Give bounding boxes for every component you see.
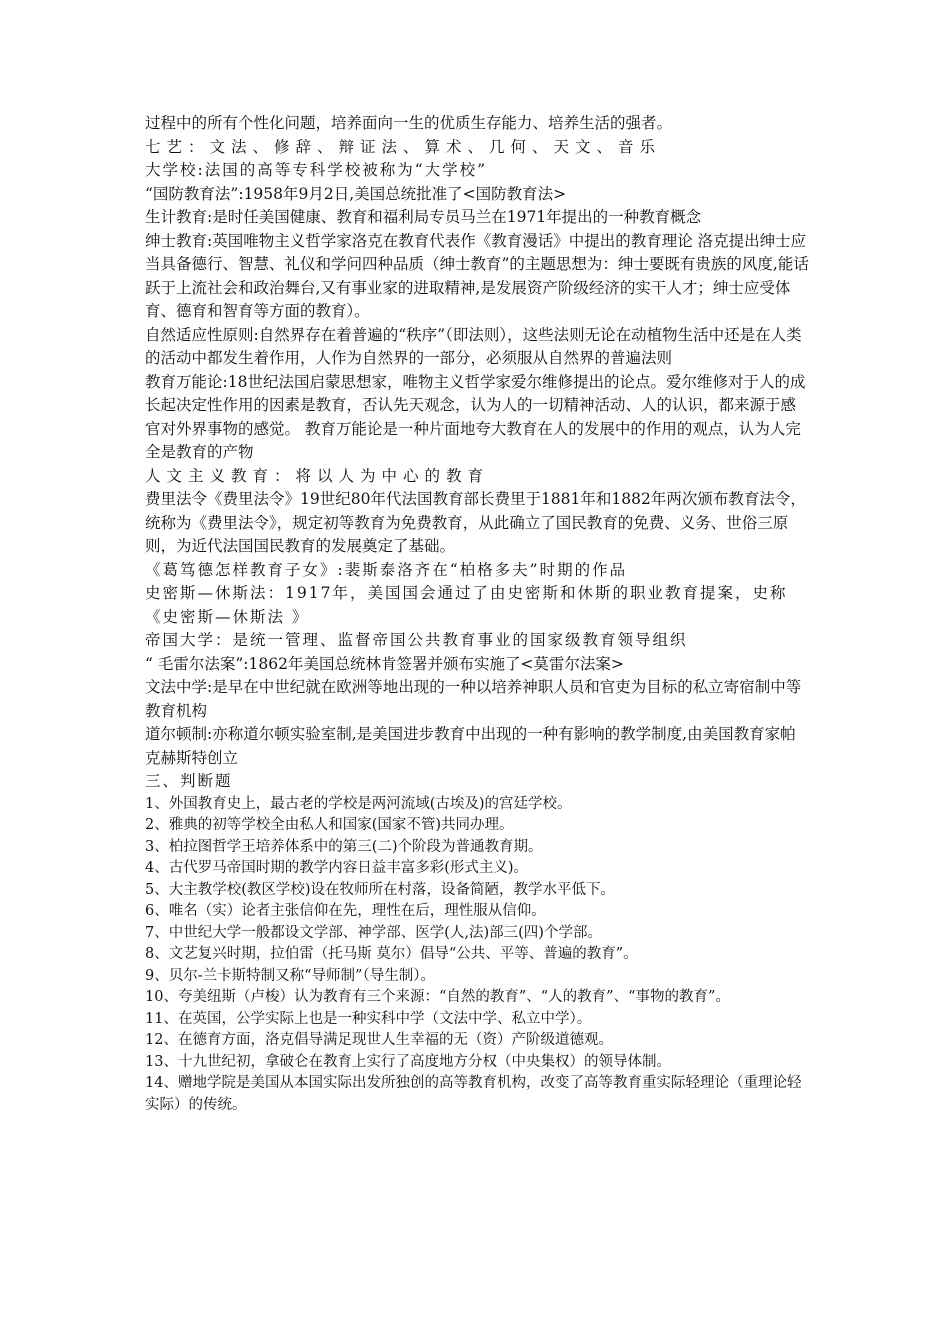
list-item: 2、雅典的初等学校全由私人和国家(国家不管)共同办理。: [145, 817, 514, 833]
paragraph: 人文主义教育：将以人为中心的教育: [145, 466, 490, 485]
list-item: 11、在英国，公学实际上也是一种实科中学（文法中学、私立中学）。: [145, 1010, 592, 1027]
list-item: 1、外国教育史上，最古老的学校是两河流域(古埃及)的宫廷学校。: [145, 795, 572, 812]
list-item: 9、贝尔-兰卡斯特制又称“导师制”（导生制）。: [145, 967, 435, 984]
paragraph: “国防教育法”:1958年9月2日,美国总统批准了<国防教育法>: [145, 184, 567, 203]
judgment-list: [145, 794, 811, 1117]
paragraph: 教育万能论:18世纪法国启蒙思想家，唯物主义哲学家爱尔维修提出的论点。爱尔维修对于人的成长起决定性作用的因素是教育，否认先天观念，认为人的一切精神活动、人的认识，都来源于感官对外界事物的感觉。 教育万能论是一种片面地夸大教育在人的发展中的作用的观点，认为人完全是教育的产物: [145, 372, 806, 461]
list-item: 10、夸美纽斯（卢梭）认为教育有三个来源：“自然的教育”、“人的教育”、“事物的教育”。: [145, 989, 730, 1005]
document-page: [145, 112, 811, 1116]
paragraph: 史密斯—休斯法：1917年，美国国会通过了由史密斯和休斯的职业教育提案，史称《史密斯—休斯法 》: [145, 584, 788, 626]
definitions-block: [145, 112, 811, 770]
list-item: 12、在德育方面，洛克倡导满足现世人生幸福的无（资）产阶级道德观。: [145, 1032, 613, 1048]
list-item: 13、十九世纪初，拿破仑在教育上实行了高度地方分权（中央集权）的领导体制。: [145, 1053, 671, 1070]
paragraph: 道尔顿制:亦称道尔顿实验室制,是美国进步教育中出现的一种有影响的教学制度,由美国教育家帕克赫斯特创立: [145, 725, 796, 767]
list-item: 3、柏拉图哲学王培养体系中的第三(二)个阶段为普通教育期。: [145, 838, 543, 855]
list-item: 4、古代罗马帝国时期的教学内容日益丰富多彩(形式主义)。: [145, 860, 529, 876]
paragraph: “ 毛雷尔法案”:1862年美国总统林肯签署并颁布实施了<莫雷尔法案>: [145, 654, 624, 673]
section-title: 三、判断题: [145, 772, 233, 790]
paragraph: 绅士教育:英国唯物主义哲学家洛克在教育代表作《教育漫话》中提出的教育理论 洛克提出绅士应当具备德行、智慧、礼仪和学问四种品质（绅士教育”的主题思想为：绅士要既有贵族的风度,能话跃于上流社会和政治舞台,又有事业家的进取精神,是发展资产阶级经济的实干人才；绅士应受体育、德育和智育等方面的教育）。: [145, 231, 809, 320]
paragraph: 文法中学:是早在中世纪就在欧洲等地出现的一种以培养神职人员和官吏为目标的私立寄宿制中等教育机构: [145, 678, 802, 720]
paragraph: 过程中的所有个性化问题，培养面向一生的优质生存能力、培养生活的强者。: [145, 114, 673, 132]
paragraph: 帝国大学：是统一管理、监督帝国公共教育事业的国家级教育领导组织: [145, 631, 688, 649]
list-item: 7、中世纪大学一般都设文学部、神学部、医学(人,法)部三(四)个学部。: [145, 924, 602, 941]
list-item: 14、赠地学院是美国从本国实际出发所独创的高等教育机构，改变了高等教育重实际轻理论（重理论轻实际）的传统。: [145, 1075, 802, 1113]
paragraph: 自然适应性原则:自然界存在着普遍的“秩序”（即法则），这些法则无论在动植物生活中还是在人类的活动中都发生着作用，人作为自然界的一部分，必须服从自然界的普遍法则: [145, 325, 802, 367]
paragraph: 费里法令《费里法令》19世纪80年代法国教育部长费里于1881年和1882年两次颁布教育法令，统称为《费里法令》，规定初等教育为免费教育，从此确立了国民教育的免费、义务、世俗三原则，为近代法国国民教育的发展奠定了基础。: [145, 490, 806, 555]
paragraph: 七艺：文法、修辞、辩证法、算术、几何、天文、音乐: [145, 137, 662, 156]
paragraph: 生计教育:是时任美国健康、教育和福利局专员马兰在1971年提出的一种教育概念: [145, 208, 702, 226]
list-item: 6、唯名（实）论者主张信仰在先，理性在后，理性服从信仰。: [145, 903, 546, 919]
list-item: 8、文艺复兴时期，拉伯雷（托马斯 莫尔）倡导“公共、平等、普遍的教育”。: [145, 946, 638, 962]
list-item: 5、大主教学校(教区学校)设在牧师所在村落，设备简陋，教学水平低下。: [145, 881, 616, 898]
paragraph: 《葛笃德怎样教育子女》:裴斯泰洛齐在“柏格多夫”时期的作品: [145, 560, 628, 579]
paragraph: 大学校:法国的高等专科学校被称为“大学校”: [145, 161, 488, 179]
